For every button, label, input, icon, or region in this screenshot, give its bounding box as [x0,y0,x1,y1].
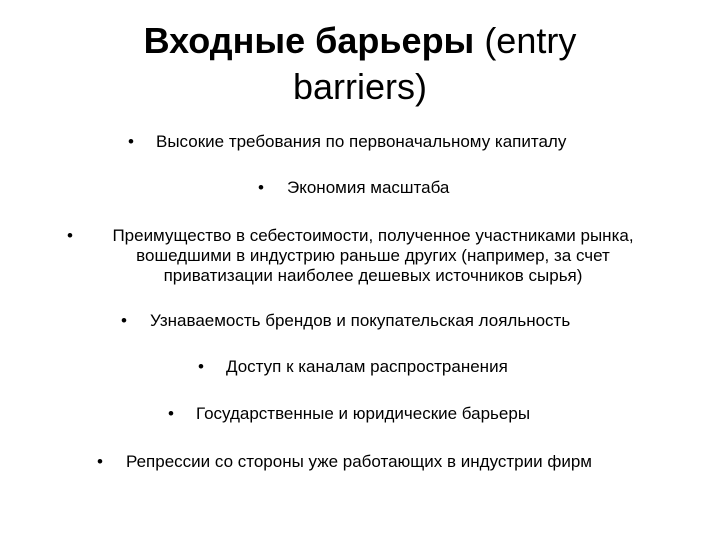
bullet-item-scale: Экономия масштаба [287,178,450,197]
bullet-marker: • [67,226,73,245]
bullet-item-legal: Государственные и юридические барьеры [196,404,531,423]
bullet-item-cost-advantage-line2: вошедшими в индустрию раньше других (например, за счет [136,246,610,265]
bullet-marker: • [168,404,174,423]
bullet-item-brands: Узнаваемость брендов и покупательская лояльность [150,311,571,330]
bullet-item-cost-advantage-line1: Преимущество в себестоимости, полученное участниками рынка, [112,226,634,245]
bullet-item-capital: Высокие требования по первоначальному капиталу [156,132,567,151]
bullet-item-repression: Репрессии со стороны уже работающих в индустрии фирм [126,452,592,471]
bullet-marker: • [258,178,264,197]
slide-title-line2: barriers) [292,66,427,107]
bullet-marker: • [121,311,127,330]
bullet-marker: • [198,357,204,376]
bullet-item-cost-advantage-line3: приватизации наиболее дешевых источников сырья) [163,266,583,285]
bullet-marker: • [128,132,134,151]
slide-title-rest: (entry [474,20,577,61]
bullet-marker: • [97,452,103,471]
slide-title-line1 [0,18,720,64]
bullet-item-distribution: Доступ к каналам распространения [226,357,508,376]
slide-title-bold: Входные барьеры [143,20,475,61]
slide-title [0,18,720,110]
bullet-item-cost-advantage [88,226,658,286]
